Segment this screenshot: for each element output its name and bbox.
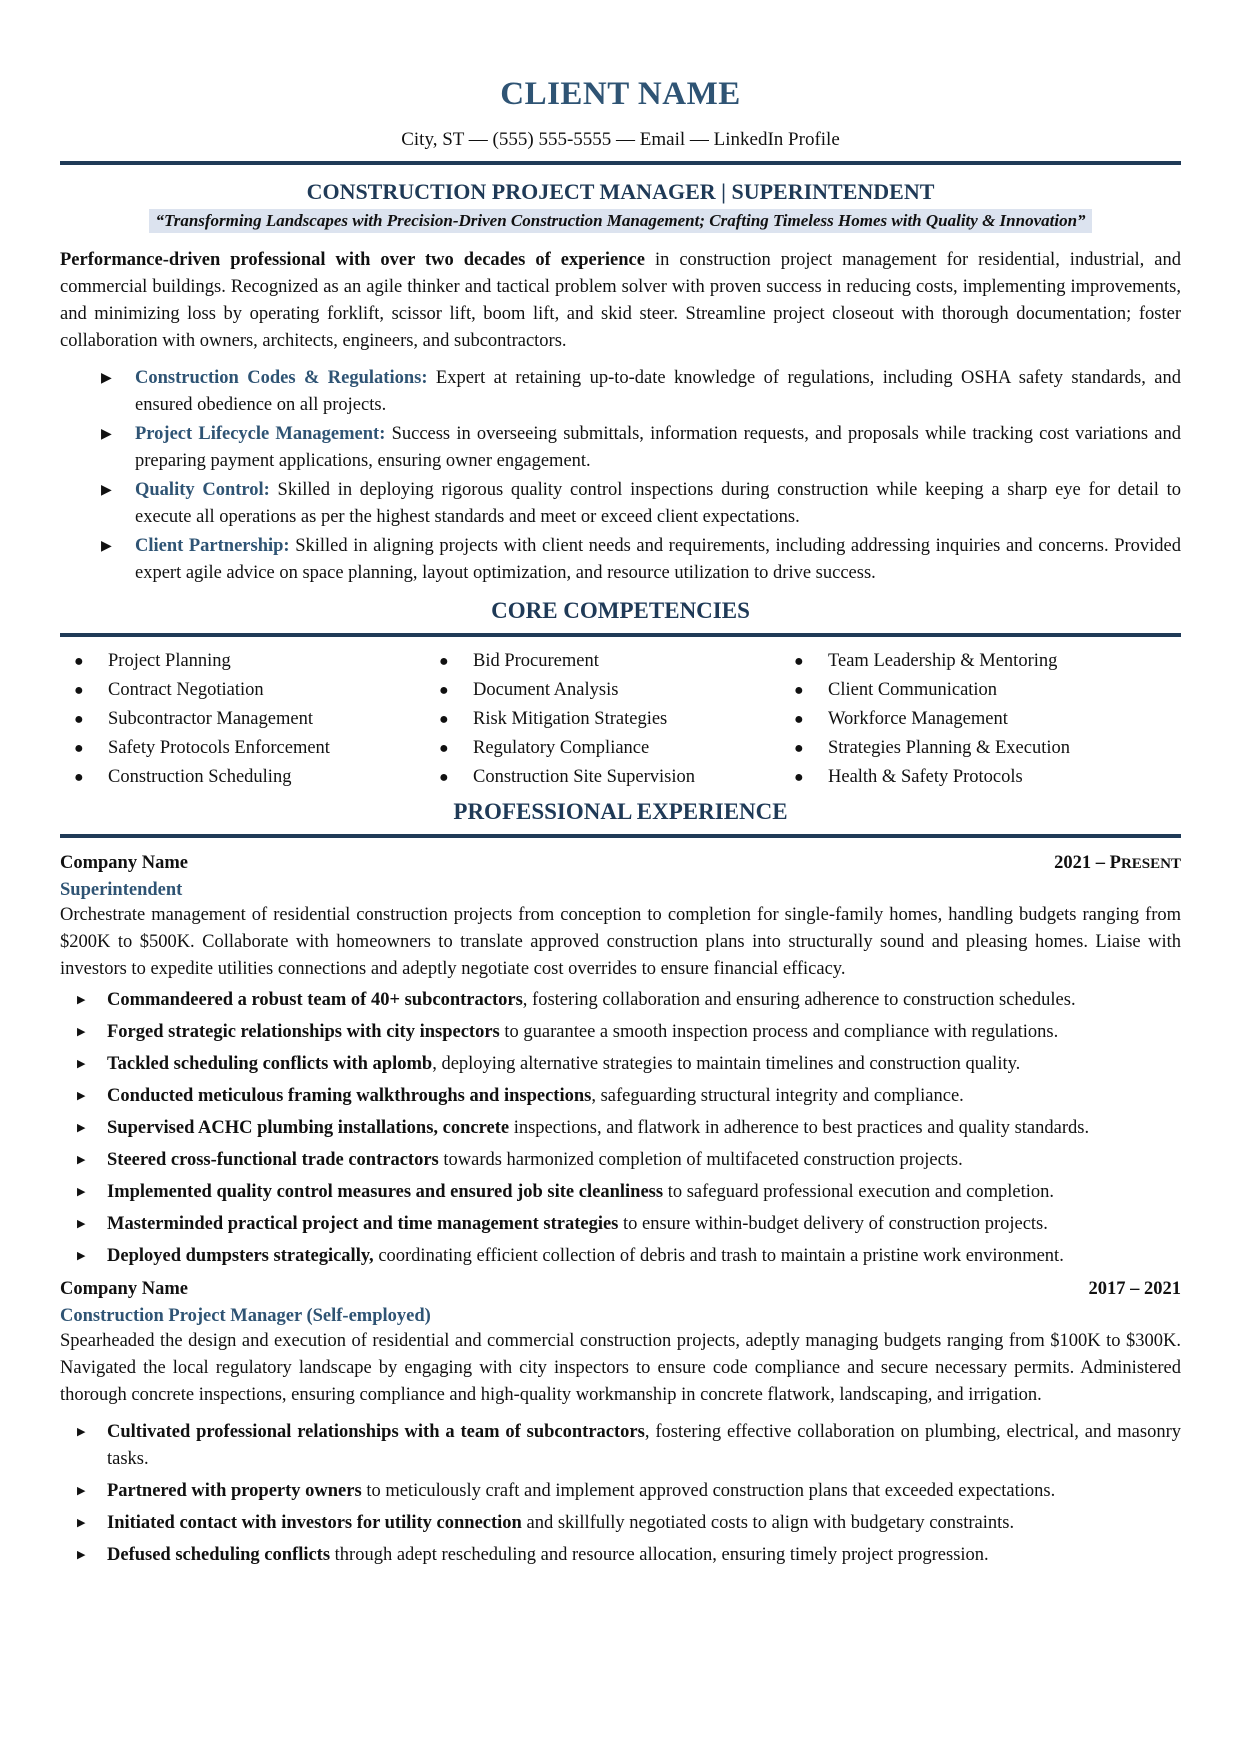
key-area-item	[101, 421, 1181, 475]
key-area-text: Skilled in aligning projects with client needs and requirements, including addressing inquiries and concerns. Provided expert agile advice on space planning, layout optimization, and resource utilization to drive success.	[135, 536, 1182, 583]
achievement-item: ▶ Forged strategic relationships with city inspectors to guarantee a smooth inspection process and compliance with regulations.	[107, 1019, 1181, 1046]
job-title: Superintendent	[60, 880, 183, 900]
triangle-bullet-icon: ▶	[77, 1485, 86, 1497]
bullet-icon: ●	[74, 682, 84, 699]
tagline-wrap	[60, 209, 1181, 233]
triangle-bullet-icon: ▶	[77, 1549, 86, 1561]
achievement-list	[60, 987, 1181, 1270]
achievement-item: ▶ Initiated contact with investors for utility connection and skillfully negotiated costs to align with budgetary constraints.	[107, 1510, 1181, 1537]
job-header	[60, 1276, 1181, 1304]
achievement-list	[60, 1419, 1181, 1569]
competency-item: ● Document Analysis	[425, 676, 780, 705]
headline: CONSTRUCTION PROJECT MANAGER | SUPERINTENDENT	[306, 179, 935, 204]
competency-item: ● Team Leadership & Mentoring	[780, 647, 1180, 676]
competency-item: ● Workforce Management	[780, 705, 1180, 734]
job-dates: 2017 – 2021	[1088, 1279, 1181, 1299]
competency-item: ● Risk Mitigation Strategies	[425, 705, 780, 734]
triangle-bullet-icon: ▶	[77, 1517, 86, 1529]
job-description: Orchestrate management of residential construction projects from conception to completion for single-family homes, handling budgets ranging from $200K to $500K. Collaborate with homeowners to translate approved construction plans into structurally sound and pleasing homes. Liaise with investors to expedite utilities connections and adeptly negotiate cost overrides to ensure financial efficacy.	[60, 905, 1181, 979]
summary	[60, 247, 1181, 355]
bullet-icon: ●	[74, 740, 84, 757]
competency-item: ● Client Communication	[780, 676, 1180, 705]
triangle-bullet-icon: ▶	[77, 1186, 86, 1198]
competency-item: ● Contract Negotiation	[60, 676, 425, 705]
achievement-item: ▶ Implemented quality control measures and ensured job site cleanliness to safeguard professional execution and completion.	[107, 1179, 1181, 1206]
bullet-icon: ●	[439, 682, 449, 699]
arrow-bullet-icon: ▶	[101, 371, 112, 386]
achievement-item: ▶ Supervised ACHC plumbing installations, concrete inspections, and flatwork in adherence to best practices and quality standards.	[107, 1115, 1181, 1142]
competency-item: ● Construction Site Supervision	[425, 763, 780, 792]
achievement-item: ▶ Steered cross-functional trade contractors towards harmonized completion of multifaceted construction projects.	[107, 1147, 1181, 1174]
achievement-item: ▶ Conducted meticulous framing walkthroughs and inspections, safeguarding structural integrity and compliance.	[107, 1083, 1181, 1110]
triangle-bullet-icon: ▶	[77, 1122, 86, 1134]
triangle-bullet-icon: ▶	[77, 1026, 86, 1038]
bullet-icon: ●	[74, 653, 84, 670]
key-area-item	[101, 533, 1182, 587]
achievement-item: ▶ Defused scheduling conflicts through adept rescheduling and resource allocation, ensuring timely project progression.	[107, 1542, 1181, 1569]
triangle-bullet-icon: ▶	[77, 1250, 86, 1262]
competency-item: ● Construction Scheduling	[60, 763, 425, 792]
client-name: CLIENT NAME	[500, 76, 741, 112]
competencies-grid	[60, 647, 1181, 792]
job-entry	[60, 1276, 1181, 1569]
key-area-item	[101, 365, 1181, 419]
summary-text: in construction project management for residential, industrial, and commercial buildings. Recognized as an agile thinker and tactical problem solver with proven success in reducing costs, implementing improvements, and minimizing loss by operating forklift, scissor lift, boom lift, and skid steer. Streamline project closeout with thorough documentation; foster collaboration with owners, architects, engineers, and subcontractors.	[60, 250, 1181, 351]
triangle-bullet-icon: ▶	[77, 994, 86, 1006]
competency-item: ● Project Planning	[60, 647, 425, 676]
bullet-icon: ●	[74, 769, 84, 786]
bullet-icon: ●	[439, 653, 449, 670]
competency-item: ● Bid Procurement	[425, 647, 780, 676]
key-area-title: Project Lifecycle Management:	[135, 424, 386, 444]
triangle-bullet-icon: ▶	[77, 1218, 86, 1230]
key-area-text: Expert at retaining up-to-date knowledge of regulations, including OSHA safety standards, and ensured obedience on all projects.	[135, 368, 1181, 415]
arrow-bullet-icon: ▶	[101, 427, 112, 442]
achievement-item: ▶ Masterminded practical project and time management strategies to ensure within-budget delivery of construction projects.	[107, 1211, 1181, 1238]
triangle-bullet-icon: ▶	[77, 1058, 86, 1070]
tagline: “Transforming Landscapes with Precision-Driven Construction Management; Crafting Timeless Homes with Quality & Innovation”	[149, 209, 1091, 233]
contact-line: City, ST — (555) 555-5555 — Email — LinkedIn Profile	[401, 129, 840, 150]
company-name: Company Name	[60, 853, 188, 873]
job-entry	[60, 850, 1181, 1270]
competency-column	[780, 647, 1180, 792]
competency-item: ● Subcontractor Management	[60, 705, 425, 734]
triangle-bullet-icon: ▶	[77, 1426, 86, 1438]
competency-item: ● Regulatory Compliance	[425, 734, 780, 763]
bullet-icon: ●	[794, 711, 804, 728]
section-title-competencies: CORE COMPETENCIES	[491, 598, 750, 623]
section-divider	[60, 633, 1181, 637]
arrow-bullet-icon: ▶	[101, 483, 112, 498]
job-description: Spearheaded the design and execution of residential and commercial construction projects, adeptly managing budgets ranging from $100K to $300K. Navigated the local regulatory landscape by engaging with city inspectors to ensure code compliance and secure necessary permits. Administered thorough concrete inspections, ensuring compliance and high-quality workmanship in concrete flatwork, landscaping, and irrigation.	[60, 1331, 1181, 1405]
bullet-icon: ●	[74, 711, 84, 728]
bullet-icon: ●	[439, 769, 449, 786]
competency-column	[425, 647, 780, 792]
key-areas-list	[60, 365, 1181, 587]
job-title: Construction Project Manager (Self-employed)	[60, 1306, 431, 1326]
key-area-item	[101, 477, 1181, 531]
key-area-title: Quality Control:	[135, 480, 270, 500]
header-divider	[60, 161, 1181, 165]
bullet-icon: ●	[794, 769, 804, 786]
key-area-title: Construction Codes & Regulations:	[135, 368, 428, 388]
bullet-icon: ●	[439, 711, 449, 728]
summary-lead: Performance-driven professional with over two decades of experience	[60, 250, 645, 270]
resume-page	[60, 0, 1181, 1574]
achievement-item: ▶ Tackled scheduling conflicts with aplomb, deploying alternative strategies to maintain timelines and construction quality.	[107, 1051, 1181, 1078]
competency-item: ● Strategies Planning & Execution	[780, 734, 1180, 763]
bullet-icon: ●	[794, 653, 804, 670]
arrow-bullet-icon: ▶	[101, 539, 112, 554]
competency-item: ● Health & Safety Protocols	[780, 763, 1180, 792]
bullet-icon: ●	[794, 682, 804, 699]
achievement-item: ▶ Partnered with property owners to meticulously craft and implement approved construction plans that exceeded expectations.	[107, 1478, 1181, 1505]
key-area-title: Client Partnership:	[135, 536, 290, 556]
competency-column	[60, 647, 425, 792]
company-name: Company Name	[60, 1279, 188, 1299]
key-area-text: Skilled in deploying rigorous quality control inspections during construction while keeping a sharp eye for detail to execute all operations as per the highest standards and meet or exceed client expectations.	[135, 480, 1181, 527]
triangle-bullet-icon: ▶	[77, 1090, 86, 1102]
achievement-item: ▶ Deployed dumpsters strategically, coordinating efficient collection of debris and trash to maintain a pristine work environment.	[107, 1243, 1181, 1270]
job-header	[60, 850, 1181, 878]
bullet-icon: ●	[794, 740, 804, 757]
triangle-bullet-icon: ▶	[77, 1154, 86, 1166]
key-area-text: Success in overseeing submittals, information requests, and proposals while tracking cost variations and preparing payment applications, ensuring owner engagement.	[135, 424, 1181, 471]
section-title-experience: PROFESSIONAL EXPERIENCE	[453, 799, 788, 824]
section-divider	[60, 834, 1181, 838]
achievement-item: ▶ Cultivated professional relationships with a team of subcontractors, fostering effective collaboration on plumbing, electrical, and masonry tasks.	[107, 1419, 1181, 1473]
achievement-item: ▶ Commandeered a robust team of 40+ subcontractors, fostering collaboration and ensuring adherence to construction schedules.	[107, 987, 1181, 1014]
job-dates: 2021 – PRESENT	[1054, 853, 1181, 873]
bullet-icon: ●	[439, 740, 449, 757]
competency-item: ● Safety Protocols Enforcement	[60, 734, 425, 763]
